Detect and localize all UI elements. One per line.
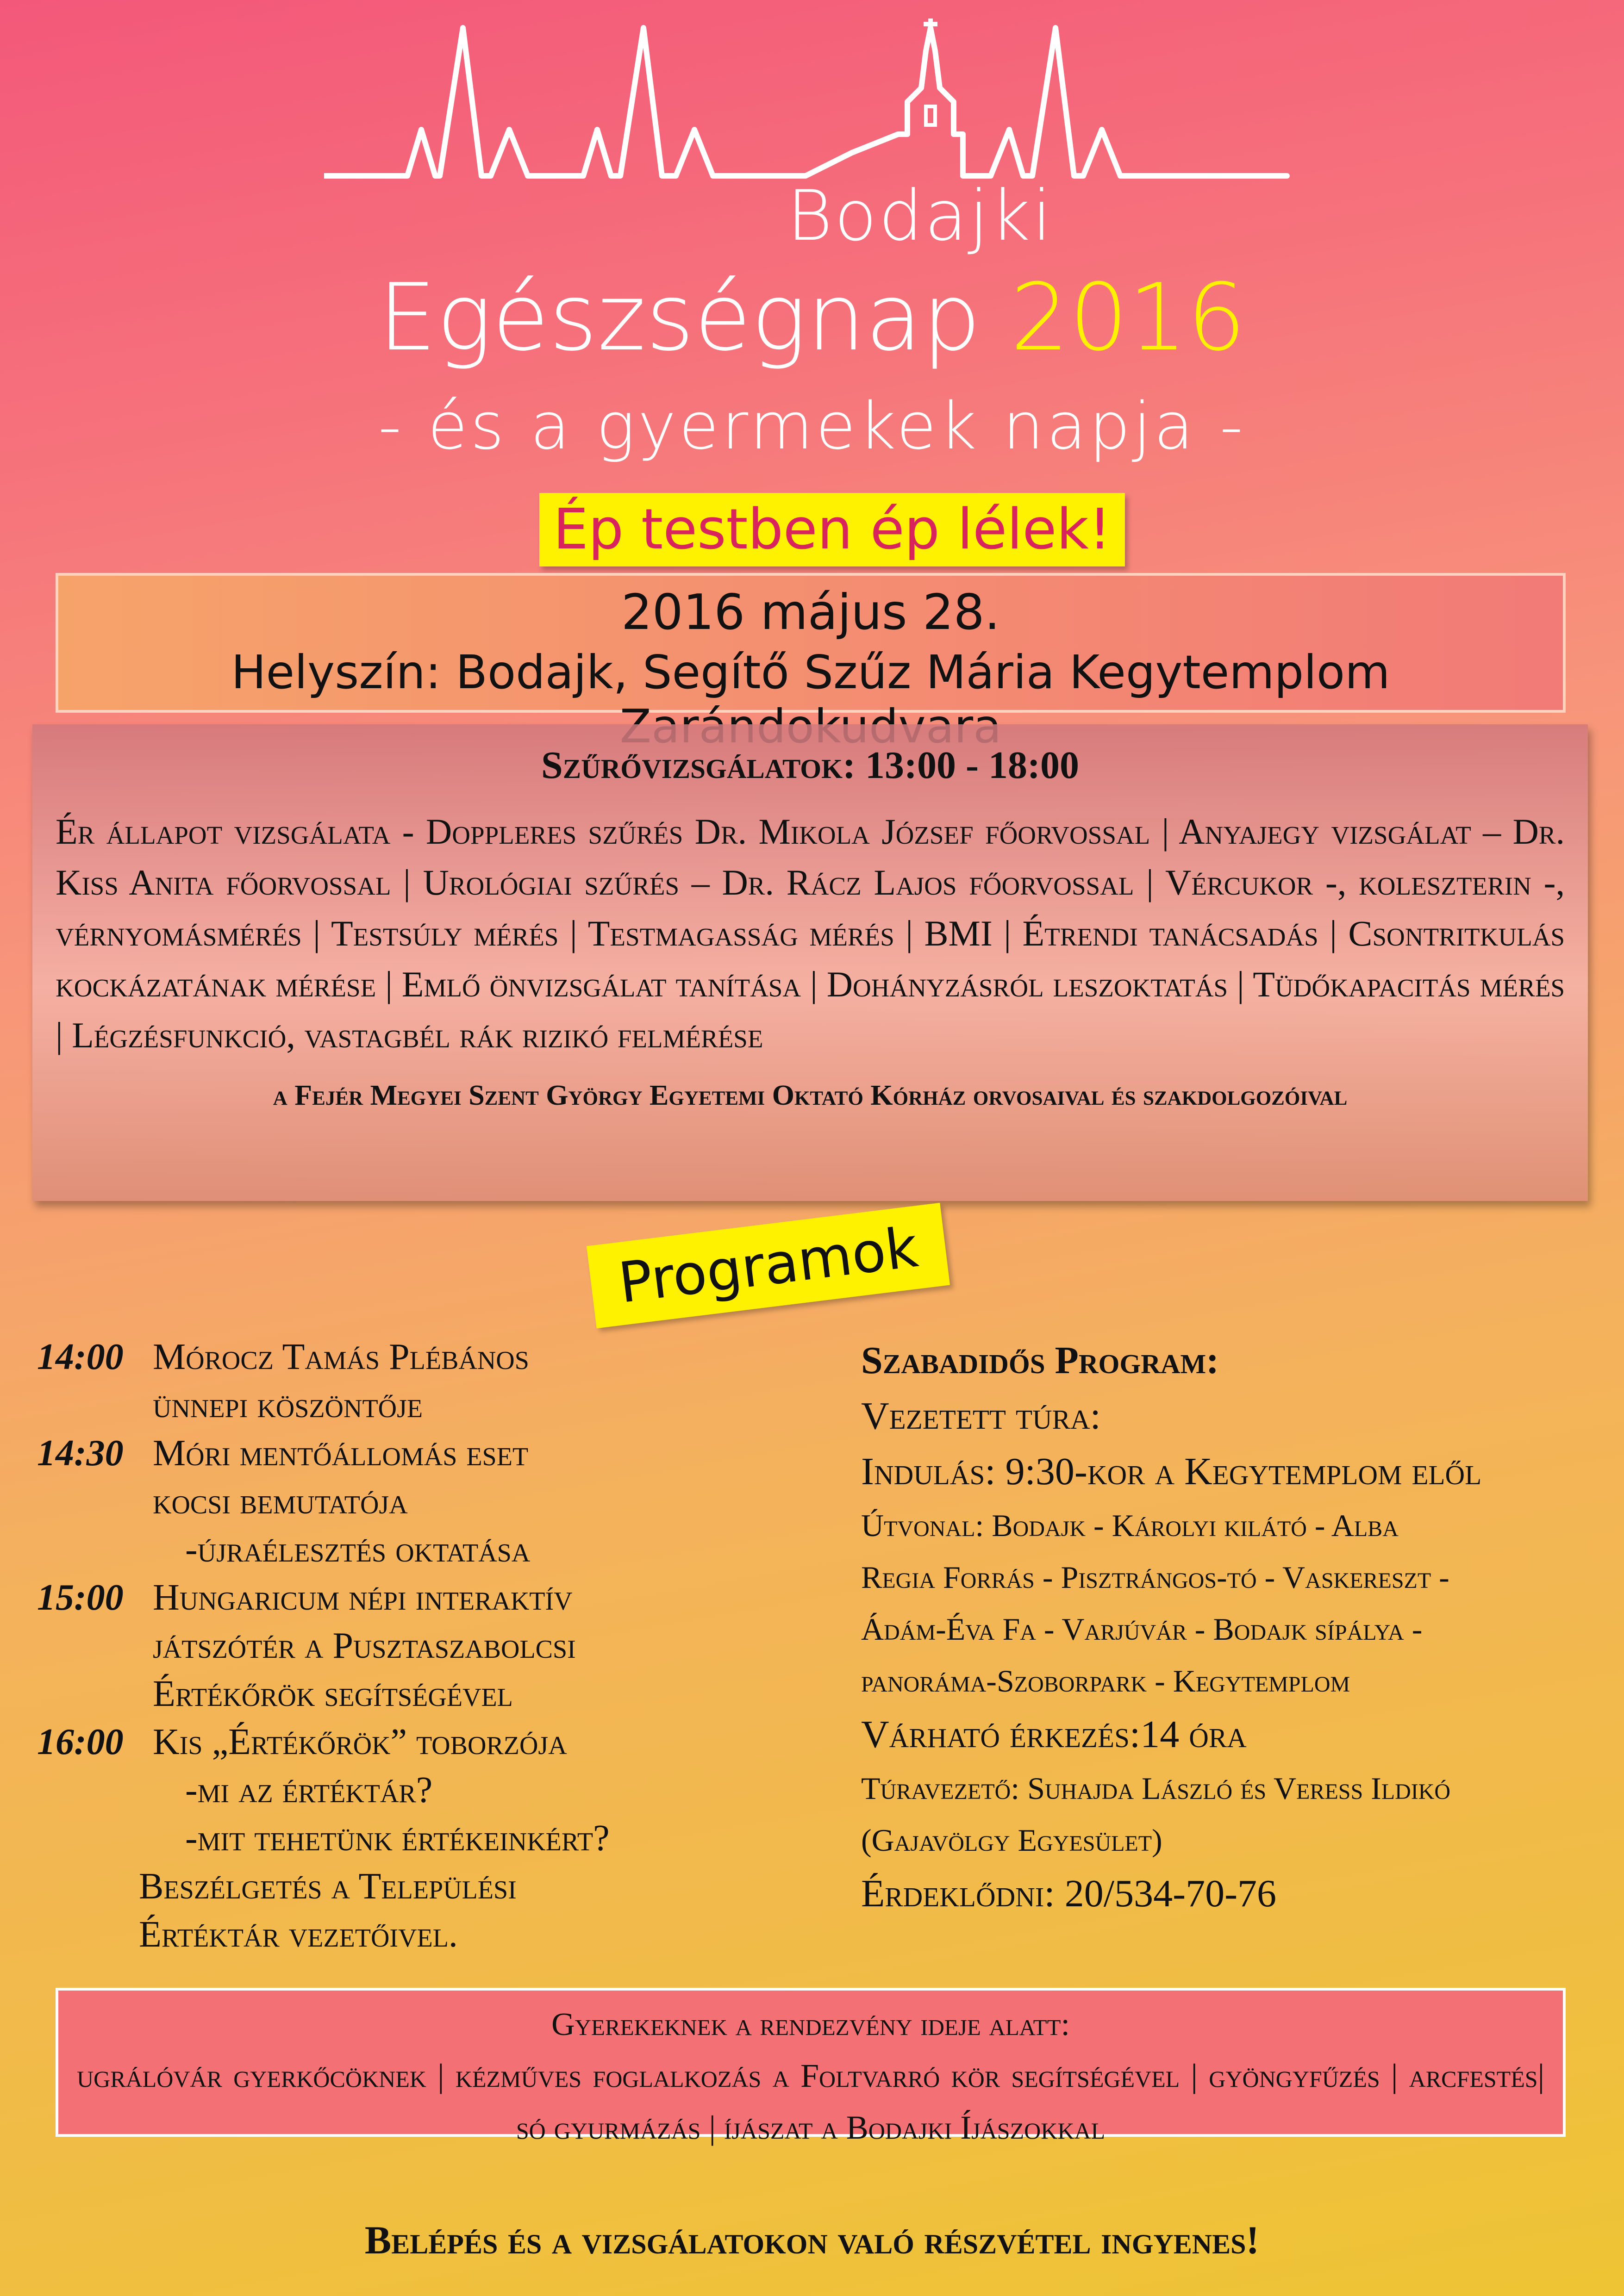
- programs-label: Programok: [587, 1203, 950, 1328]
- schedule-line: Móri mentőállomás eset: [153, 1433, 529, 1474]
- tour-guide-org: (Gajavölgy Egyesület): [861, 1823, 1162, 1858]
- tour-title: Vezetett túra:: [861, 1394, 1101, 1437]
- free-time-program: [861, 1333, 1593, 1922]
- event-year: 2016: [1010, 264, 1246, 372]
- kids-activities: ugrálóvár gyerkőcöknek | kézműves foglalkozás a Foltvarró kör segítségével | gyöngyfűzés | arcfestés| só gyurmázás | íjászat a Bodajki Íjászokkal: [77, 2057, 1544, 2146]
- event-subtitle: - és a gyermekek napja -: [378, 389, 1246, 464]
- schedule-text: [153, 1429, 824, 1574]
- schedule-item: [37, 1429, 824, 1574]
- schedule-line: Hungaricum népi interaktív: [153, 1577, 573, 1618]
- schedule-line: Értékőrök segítségével: [153, 1674, 513, 1714]
- screening-panel: [32, 724, 1588, 1201]
- schedule-line: Mórocz Tamás Plébános: [153, 1337, 529, 1377]
- tour-route: Útvonal: Bodajk - Károlyi kilátó - Alba: [861, 1508, 1399, 1543]
- schedule-line: Kis „Értékőrök” toborzója: [153, 1722, 567, 1762]
- schedule-line: -mit tehetünk értékeinkért?: [185, 1818, 610, 1859]
- program-schedule: [37, 1333, 824, 1959]
- schedule-time: 16:00: [37, 1722, 124, 1762]
- schedule-line: Beszélgetés a Települési: [139, 1866, 517, 1907]
- tour-route: Regia Forrás - Pisztrángos-tó - Vaskereszt -: [861, 1560, 1449, 1595]
- free-time-heading: Szabadidős Program:: [861, 1339, 1219, 1382]
- tour-arrival: Várható érkezés:14 óra: [861, 1713, 1247, 1756]
- tour-route: Ádám-Éva Fa - Varjúvár - Bodajk sípálya -: [861, 1612, 1423, 1647]
- kids-activities-box: [56, 1988, 1566, 2146]
- motto-banner: Ép testben ép lélek!: [539, 493, 1125, 566]
- screening-list: Ér állapot vizsgálata - Doppleres szűrés Dr. Mikola József főorvossal | Anyajegy vizsgálat – Dr. Kiss Anita főorvossal | Urológiai szűrés – Dr. Rácz Lajos főorvossal | Vércukor -, koleszterin -, vérnyomásmérés | Testsúly mérés | Testmagasság mérés | BMI | Étrendi tanácsadás | Csontritkulás kockázatának mérése | Emlő önvizsgálat tanítása | Dohányzásról leszoktatás | Tüdőkapacitás mérés | Légzésfunkció, vastagbél rák rizikó felmérése: [56, 811, 1565, 1055]
- schedule-text: [153, 1574, 824, 1718]
- schedule-line: Értéktár vezetőivel.: [139, 1914, 458, 1955]
- event-location: Helyszín: Bodajk, Segítő Szűz Mária Kegytemplom: [231, 645, 1390, 699]
- screening-footer: a Fejér Megyei Szent György Egyetemi Oktató Kórház orvosaival és szakdolgozóival: [273, 1080, 1348, 1111]
- event-date: 2016 május 28.: [621, 584, 1000, 641]
- schedule-line: ünnepi köszöntője: [153, 1385, 423, 1425]
- schedule-time: 15:00: [37, 1577, 124, 1618]
- tour-guide: Túravezető: Suhajda László és Veress Ildikó: [861, 1771, 1451, 1806]
- kids-heading: Gyerekeknek a rendezvény ideje alatt:: [551, 2007, 1070, 2042]
- schedule-line: kocsi bemutatója: [153, 1481, 408, 1522]
- screening-heading: Szűrővizsgálatok: 13:00 - 18:00: [541, 744, 1079, 787]
- free-entry-note: Belépés és a vizsgálatokon való részvétel ingyenes!: [364, 2218, 1260, 2262]
- contact-phone: Érdeklődni: 20/534-70-76: [861, 1872, 1277, 1915]
- schedule-time: 14:00: [37, 1337, 124, 1377]
- schedule-text: [139, 1718, 824, 1959]
- schedule-item: [37, 1333, 824, 1429]
- event-title-word: Egészségnap: [378, 264, 981, 372]
- schedule-line: -mi az értéktár?: [185, 1770, 433, 1811]
- schedule-line: -újraélesztés oktatása: [185, 1529, 531, 1570]
- town-name: Bodajki: [787, 176, 1054, 256]
- schedule-time: 14:30: [37, 1433, 124, 1474]
- schedule-item: [37, 1718, 824, 1959]
- schedule-item: [37, 1574, 824, 1718]
- schedule-line: játszótér a Pusztaszabolcsi: [153, 1625, 576, 1666]
- event-title: [0, 264, 1624, 372]
- schedule-text: [153, 1333, 824, 1429]
- tour-start: Indulás: 9:30-kor a Kegytemplom elől: [861, 1450, 1482, 1493]
- tour-route: panoráma-Szoborpark - Kegytemplom: [861, 1663, 1350, 1699]
- date-location-box: [56, 573, 1566, 713]
